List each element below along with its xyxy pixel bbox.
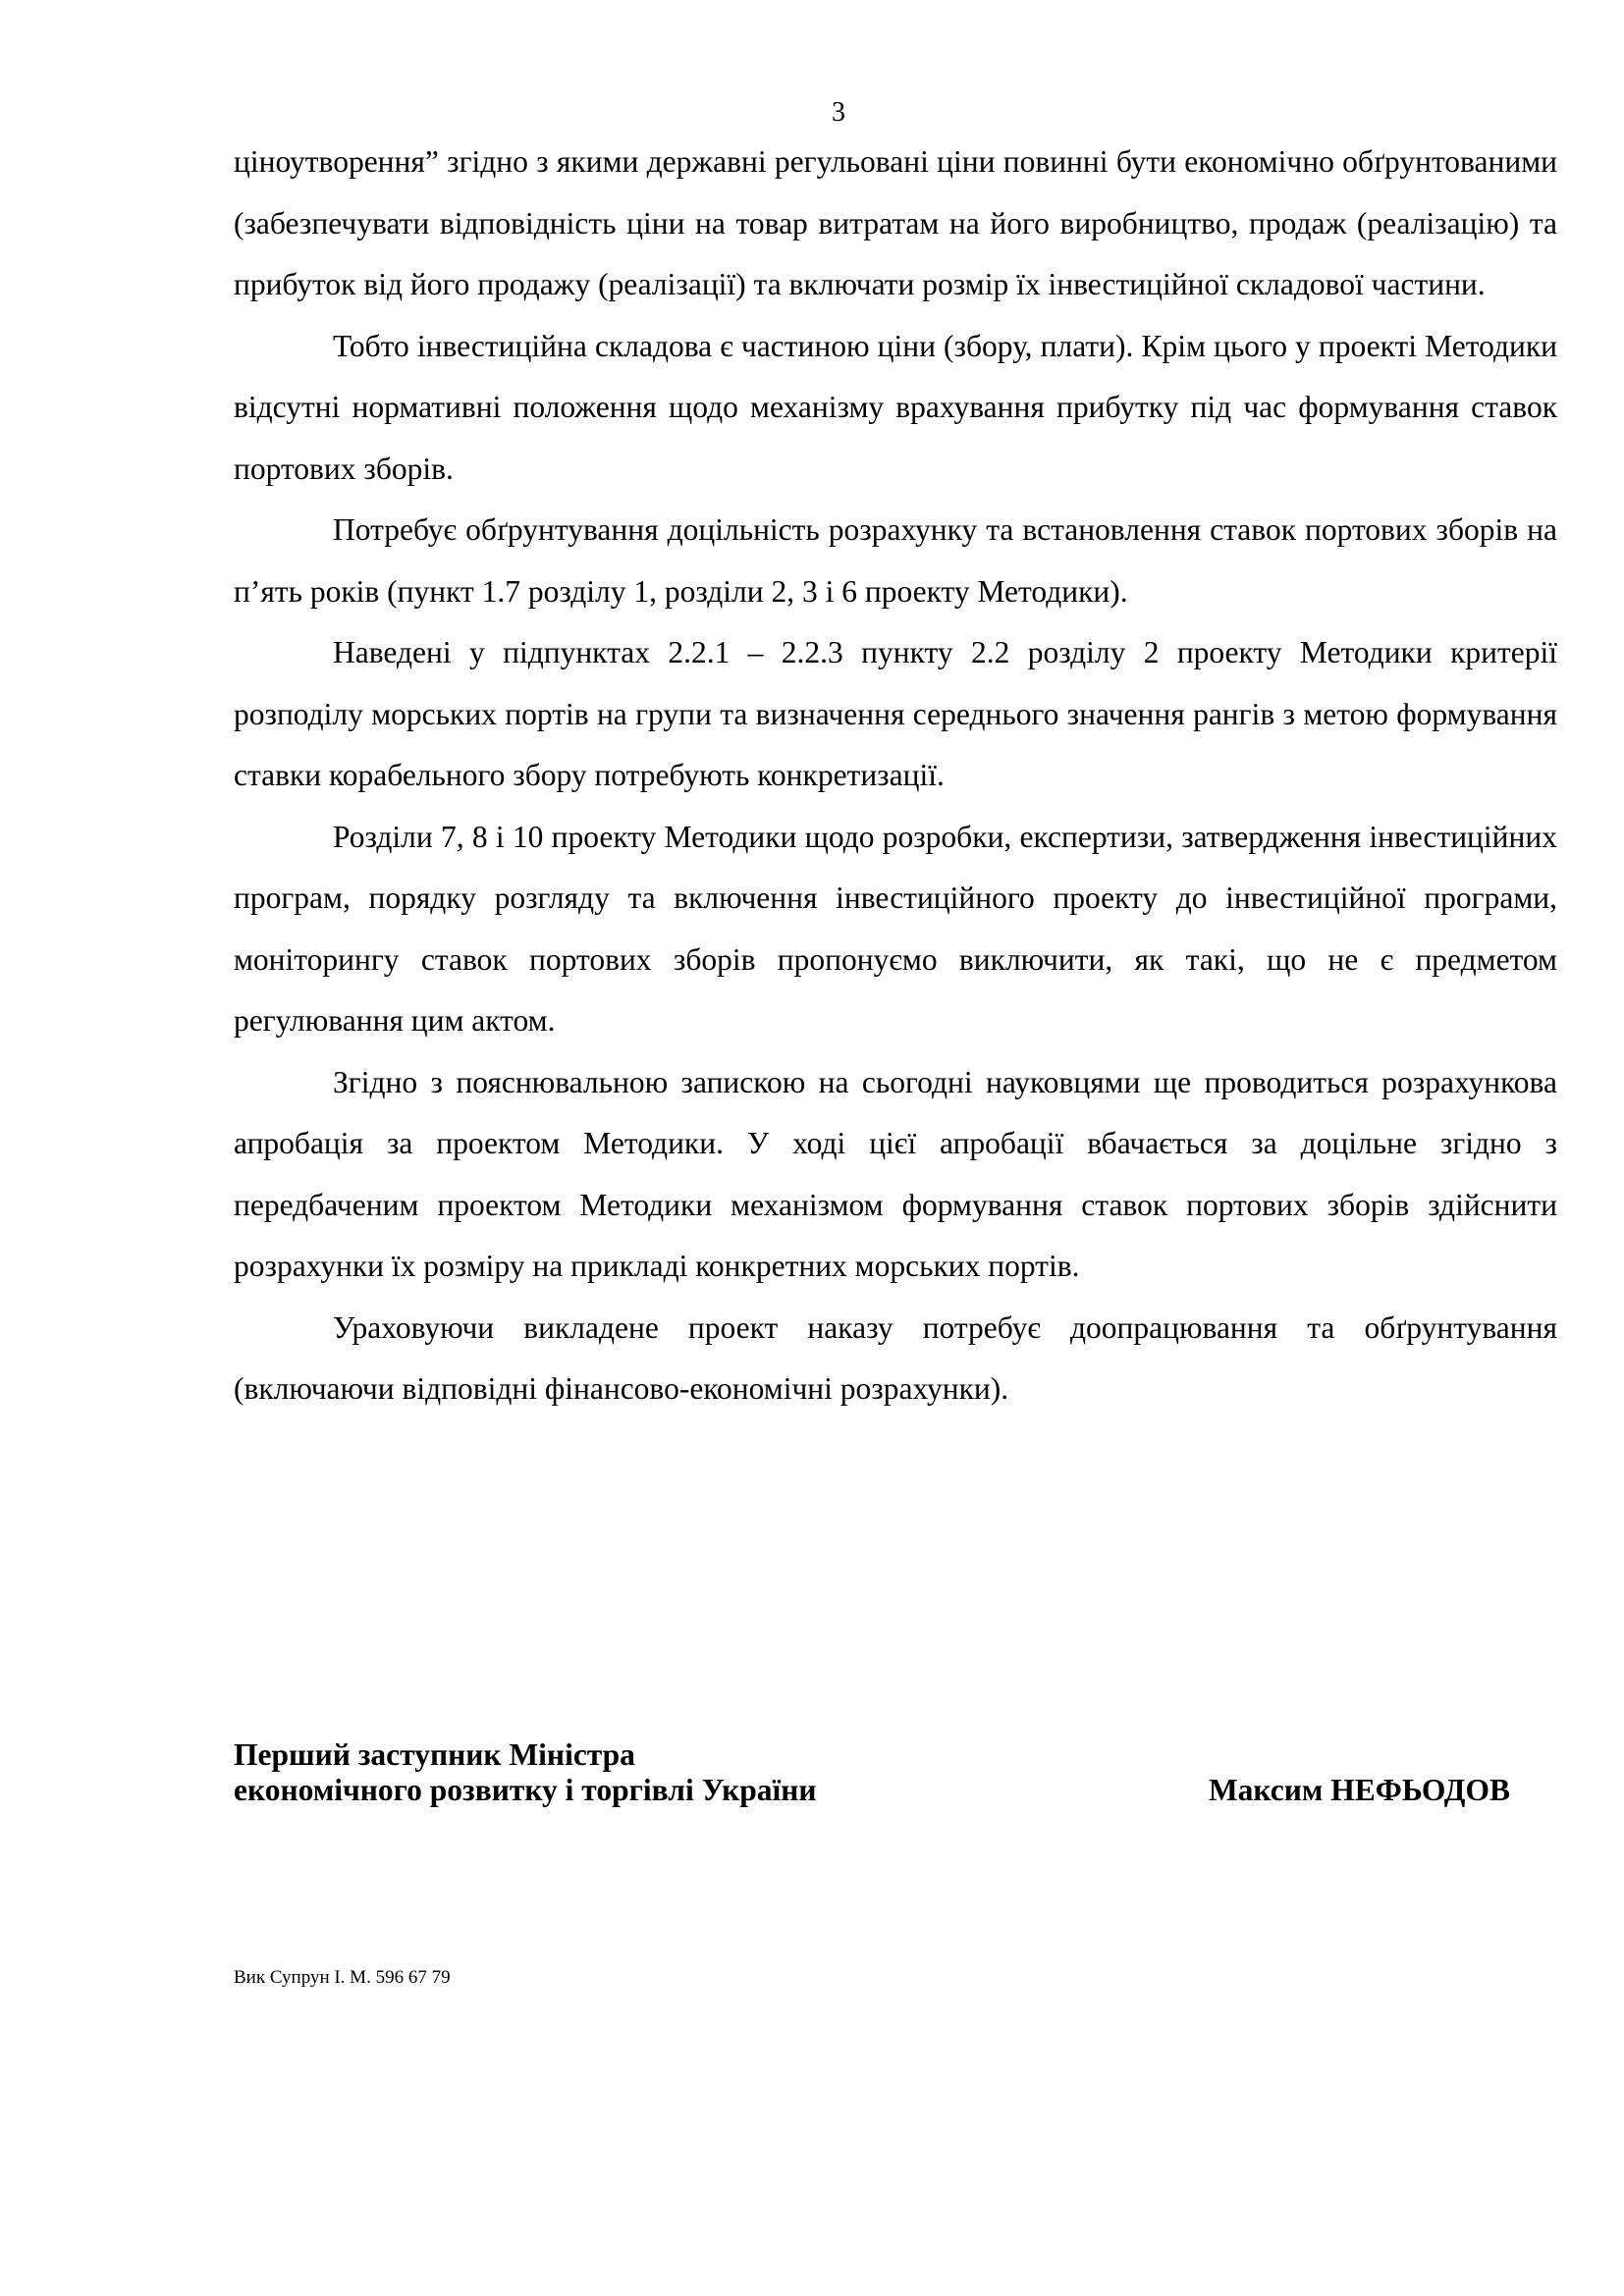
signature-block [234, 1737, 1510, 1808]
signature-row-1 [234, 1737, 1510, 1773]
paragraph-2: Тобто інвестиційна складова є частиною ціни (збору, плати). Крім цього у проекті Методики відсутні нормативні положення щодо механізму врахування прибутку під час формування ставок портових зборів. [234, 328, 1557, 486]
paragraph-3: Потребує обґрунтування доцільність розрахунку та встановлення ставок портових зборів на п’ять років (пункт 1.7 розділу 1, розділи 2, 3 і 6 проекту Методики). [234, 512, 1557, 609]
executor-note: Вик Супрун І. М. 596 67 79 [234, 1967, 451, 1988]
signatory-position-line-1: Перший заступник Міністра [234, 1737, 635, 1772]
paragraph-7: Ураховуючи викладене проект наказу потребує доопрацювання та обґрунтування (включаючи відповідні фінансово-економічні розрахунки). [234, 1309, 1557, 1406]
signatory-name: Максим НЕФЬОДОВ [1208, 1773, 1510, 1807]
paragraph-5: Розділи 7, 8 і 10 проекту Методики щодо розробки, експертизи, затвердження інвестиційних програм, порядку розгляду та включення інвестиційного проекту до інвестиційної програми, моніторингу ставок портових зборів пропонуємо виключити, як такі, що не є предметом регулювання цим актом. [234, 819, 1557, 1038]
paragraph-6: Згідно з пояснювальною запискою на сьогодні науковцями ще проводиться розрахункова апробація за проектом Методики. У ході цієї апробації вбачається за доцільне згідно з передбаченим проектом Методики механізмом формування ставок портових зборів здійснити розрахунки їх розміру на прикладі конкретних морських портів. [234, 1064, 1557, 1283]
paragraph-4: Наведені у підпунктах 2.2.1 – 2.2.3 пункту 2.2 розділу 2 проекту Методики критерії розподілу морських портів на групи та визначення середнього значення рангів з метою формування ставки корабельного збору потребують конкретизації. [234, 635, 1557, 792]
signatory-position-line-2: економічного розвитку і торгівлі України [234, 1773, 817, 1807]
document-body [234, 132, 1557, 1420]
paragraph-1: ціноутворення” згідно з якими державні регульовані ціни повинні бути економічно обґрунтованими (забезпечувати відповідність ціни на товар витратам на його виробництво, продаж (реалізацію) та прибуток від його продажу (реалізації) та включати розмір їх інвестиційної складової частини. [234, 144, 1557, 301]
signature-row-2 [234, 1773, 1510, 1808]
page-number: 3 [832, 97, 845, 128]
